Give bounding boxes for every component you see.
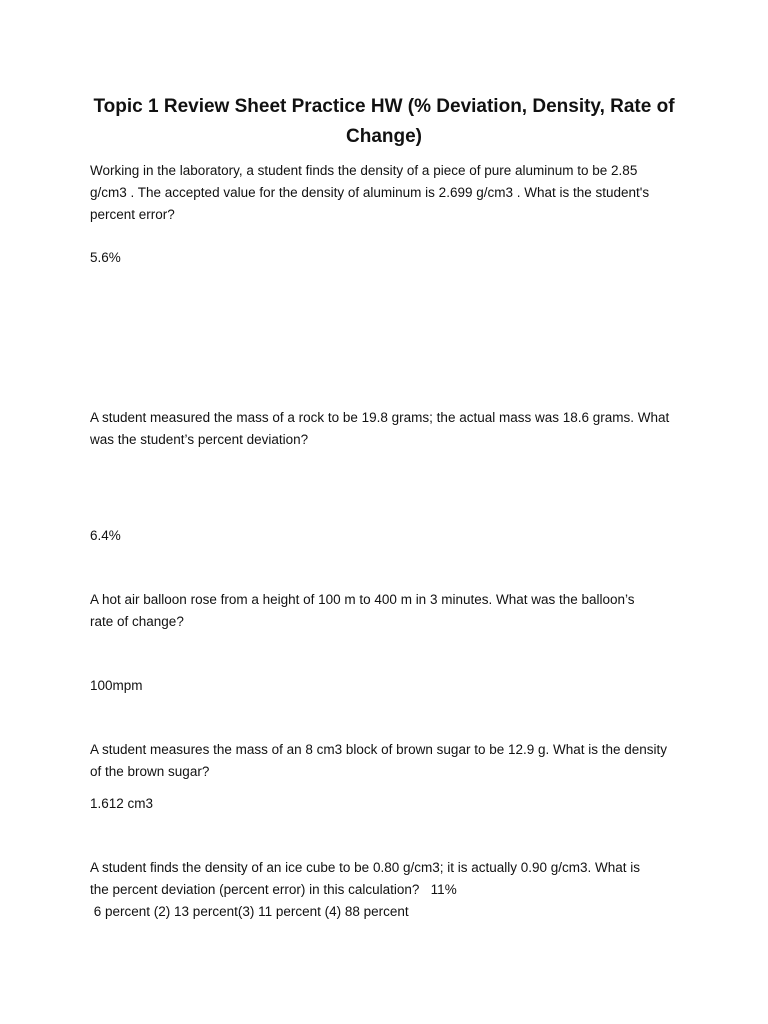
question-4 <box>90 739 682 783</box>
answer-2: 6.4% <box>90 528 121 543</box>
title-line-2: Change) <box>346 126 422 147</box>
question-3-line-2: rate of change? <box>90 614 184 629</box>
question-2 <box>90 407 682 451</box>
document-title <box>90 92 678 152</box>
question-5 <box>90 857 682 923</box>
question-2-line-1: A student measured the mass of a rock to be 19.8 grams; the actual mass was 18.6 grams. What <box>90 410 670 425</box>
question-5-choices: 6 percent (2) 13 percent(3) 11 percent (4) 88 percent <box>90 904 409 919</box>
question-5-line-1: A student finds the density of an ice cube to be 0.80 g/cm3; it is actually 0.90 g/cm3. What is <box>90 860 641 875</box>
question-5-line-2: the percent deviation (percent error) in this calculation? 11% <box>90 882 457 897</box>
question-2-line-2: was the student’s percent deviation? <box>90 432 309 447</box>
question-3-line-1: A hot air balloon rose from a height of 100 m to 400 m in 3 minutes. What was the balloon’s <box>90 592 635 607</box>
question-4-line-1: A student measures the mass of an 8 cm3 block of brown sugar to be 12.9 g. What is the density <box>90 742 668 757</box>
answer-3: 100mpm <box>90 678 143 693</box>
question-1-line-1: Working in the laboratory, a student finds the density of a piece of pure aluminum to be 2.85 <box>90 163 638 178</box>
question-1 <box>90 160 682 226</box>
answer-4: 1.612 cm3 <box>90 796 154 811</box>
title-line-1: Topic 1 Review Sheet Practice HW (% Deviation, Density, Rate of <box>93 96 675 117</box>
question-4-line-2: of the brown sugar? <box>90 764 210 779</box>
question-1-line-3: percent error? <box>90 207 175 222</box>
answer-1: 5.6% <box>90 250 121 265</box>
question-1-line-2: g/cm3 . The accepted value for the density of aluminum is 2.699 g/cm3 . What is the student's <box>90 185 650 200</box>
question-3 <box>90 589 682 633</box>
